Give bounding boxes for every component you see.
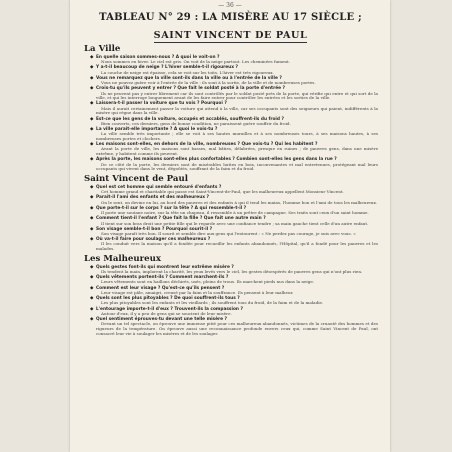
question-text: Est-ce que les gens de la voiture, occupés et accablés, souffrent-ils du froid ? (96, 116, 284, 122)
answer-text: De ce côté de la porte, les derniers sont de misérables huttes en bois, inconvenantes et mal entretenues, protégeant mal leurs occupants qui vivent dans le vent, dégoûtés, souffrant de la faim et du froid. (96, 161, 378, 172)
answer-text: On le sent, on devine en lui, au bord des pauvres et des enfants à qui il tend les mains, l'homme bon et l'ami de tous les malheureux. (101, 199, 378, 205)
question-text: Laissera-t-il passer la voiture que tu vois ? Pourquoi ? (96, 101, 227, 107)
title-block (88, 12, 373, 43)
bullet-icon: ◆ (90, 296, 94, 302)
bullet-icon: ◆ (90, 216, 94, 222)
answer-text: Leur visage est pâle, amaigri, creusé par la faim et la souffrance. Ils pensent à leur malheur. (101, 289, 294, 295)
question-text: Comment tient-il l'enfant ? Que fait la fille ? Que fait une autre main ? (96, 216, 266, 222)
bullet-icon: ◆ (90, 86, 94, 92)
question-text: La ville paraît-elle importante ? A quoi le vois-tu ? (96, 127, 218, 133)
question-text: Son visage semble-t-il bon ? Pourquoi sourit-il ? (96, 226, 213, 232)
question-text: Crois-tu qu'ils peuvent y entrer ? Que fait le soldat posté à la porte d'entrée ? (96, 86, 286, 92)
answer-text: Avant la porte de ville, les maisons sont basses, mal bâties, délabrées, presque en ruines ; de pauvres gens, dans une misère extrême, y habitent comme ils peuvent. (96, 146, 378, 157)
bullet-icon: ◆ (90, 264, 94, 270)
answer-text: Leurs vêtements sont en haillons déchirés, usés, pleins de trous. Ils marchent pieds nus dans la neige. (101, 279, 315, 285)
bullet-icon: ◆ (90, 306, 94, 312)
section (84, 254, 378, 337)
question-text: En quelle saison sommes-nous ? A quoi le voit-on ? (96, 55, 220, 60)
bullet-icon: ◆ (90, 75, 94, 81)
question-text: Après la porte, les maisons sont-elles plus confortables ? Combien sont-elles les gens dans la rue ? (96, 157, 337, 163)
section-heading: Les Malheureux (84, 253, 162, 264)
document-body (84, 42, 378, 336)
section-heading: La Ville (84, 44, 121, 54)
answer-text: Devant un tel spectacle, on éprouve une immense pitié pour ces malheureux abandonnés, victimes de la cruauté des hommes et des rigueurs de la température. On éprouve aussi une reconnaissance profonde envers ceux qui, comme Saint Vincent de Paul, ont consacré leur vie à soulager les misères et de les soulager. (96, 321, 378, 336)
question-text: Comment est leur visage ? Qu'est-ce qu'ils pensent ? (96, 285, 225, 291)
page-title: TABLEAU N° 29 : LA MISÈRE AU 17 SIÈCLE ; (99, 12, 362, 23)
answer-text: Ils ne peuvent pas y entrer librement car ils sont contrôlés par le soldat posté près de la porte, qui vérifie qui entre et qui sort de la ville, et qui les interroge longuement avant de les faire entrer pour contrôler les entrées et les sorties de la ville. (96, 90, 378, 101)
section (84, 44, 378, 172)
bullet-icon: ◆ (90, 195, 94, 201)
question-text: Que porte-t-il sur le corps ? sur la tête ? A qui ressemble-t-il ? (96, 205, 247, 211)
answer-text: Nous sommes en hiver. Le ciel est gris. On voit de la neige partout. Les cheminées fument. (101, 59, 290, 65)
question-text: Quel est cet homme qui semble entouré d'enfants ? (96, 184, 222, 190)
bullet-icon: ◆ (90, 285, 94, 291)
page-subtitle: SAINT VINCENT DE PAUL (153, 30, 308, 41)
answer-text: Son visage paraît très bon. Il sourit et semble dire aux gens qui l'entourent : « Ne perdez pas courage, je suis avec vous. » (101, 230, 356, 236)
question-text: Y a-t-il beaucoup de neige ? L'hiver semble-t-il rigoureux ? (96, 65, 238, 71)
answer-text: Autour d'eux, il y a peu de gens qui se soucient de leur misère. (101, 310, 232, 316)
question-text: Où va-t-il faire pour soulager ces malheureux ? (96, 237, 211, 243)
bullet-icon: ◆ (90, 237, 94, 243)
bullet-icon: ◆ (90, 226, 94, 232)
answer-text: Il les conduit vers la maison qu'il a fondée pour recueillir les enfants abandonnés, l'Hôpital, qu'il a fondé pour les pauvres et les malades. (96, 241, 378, 252)
question-text: Quels vêtements portent-ils ? Comment marchent-ils ? (96, 275, 229, 281)
question-text: L'entourage importe-t-il d'eux ? Trouvent-ils la compassion ? (96, 306, 243, 312)
section (84, 174, 378, 252)
question-text: Quel sentiment éprouves-tu devant une telle misère ? (96, 317, 228, 322)
bullet-icon: ◆ (90, 317, 94, 322)
bullet-icon: ◆ (90, 184, 94, 190)
bullet-icon: ◆ (90, 116, 94, 122)
bullet-icon: ◆ (90, 127, 94, 133)
document-page (70, 0, 390, 452)
question-text: Les maisons sont-elles, en dehors de la ville, nombreuses ? Que vois-tu ? Qui les habitent ? (96, 142, 318, 148)
bullet-icon: ◆ (90, 205, 94, 211)
bullet-icon: ◆ (90, 142, 94, 148)
question-text: Parait-il l'ami des enfants et des malheureux ? (96, 195, 210, 201)
bullet-icon: ◆ (90, 65, 94, 71)
answer-text: La couche de neige est épaisse, cela se voit sur les toits. L'hiver est très rigoureux. (101, 69, 274, 75)
question-text: Vous ne remarquez que la ville sont-ils dans la ville ou à l'entrée de la ville ? (96, 75, 282, 81)
answer-text: Bien couverts, ces derniers, gens de bonne condition, ne paraissent guère souffrir du froid. (101, 120, 291, 126)
section-heading: Saint Vincent de Paul (84, 173, 188, 184)
answer-text: La ville semble très importante ; elle se voit à ses hautes murailles et à ses nombreuses tours, à ses maisons hautes, à ses nombreuses portes et clochers. (96, 131, 378, 141)
answer-text: Cet homme grand et charitable qui passe est Saint-Vincent-de-Paul, que les malheureux appellent Monsieur Vincent. (101, 189, 344, 195)
question-text: Quels sont les plus pitoyables ? De quoi souffrent-ils tous ? (96, 296, 240, 302)
bullet-icon: ◆ (90, 157, 94, 163)
answer-text: Ils tendent la main, implorent la charité, les yeux levés vers le ciel, les gestes désespérés de pauvres gens qui n'ont plus rien. (101, 269, 363, 275)
bullet-icon: ◆ (90, 101, 94, 107)
answer-text: Les plus pitoyables sont les enfants et les vieillards ; ils souffrent tous du froid, de la faim et de la maladie. (101, 300, 324, 306)
answer-text: Il tient sur son bras droit une petite fille qui le regarde avec une confiance tendre ; sa main gauche tient celle d'un autre enfant. (101, 220, 369, 226)
bullet-icon: ◆ (90, 275, 94, 281)
answer-text: Mais il aurait certainement passer la voiture qui attend à la ville, car ses occupants sont des seigneurs qui paient, indifférents à la misère qui règne dans la ville. (96, 105, 378, 116)
question-text: Quels gestes font-ils qui montrent leur extrême misère ? (96, 264, 234, 270)
answer-text: Il porte une soutane noire, sur la tête un chapeau, il ressemble à un prêtre de campagne. Ses traits sont ceux d'un saint homme. (101, 210, 369, 216)
page-number: — 36 — (218, 2, 242, 9)
answer-text: Vous ne pouvez guère voir à l'entrée de la ville : ils sont à la sortie, de la ville et de nombreuses portes. (101, 80, 316, 86)
bullet-icon: ◆ (90, 55, 94, 60)
